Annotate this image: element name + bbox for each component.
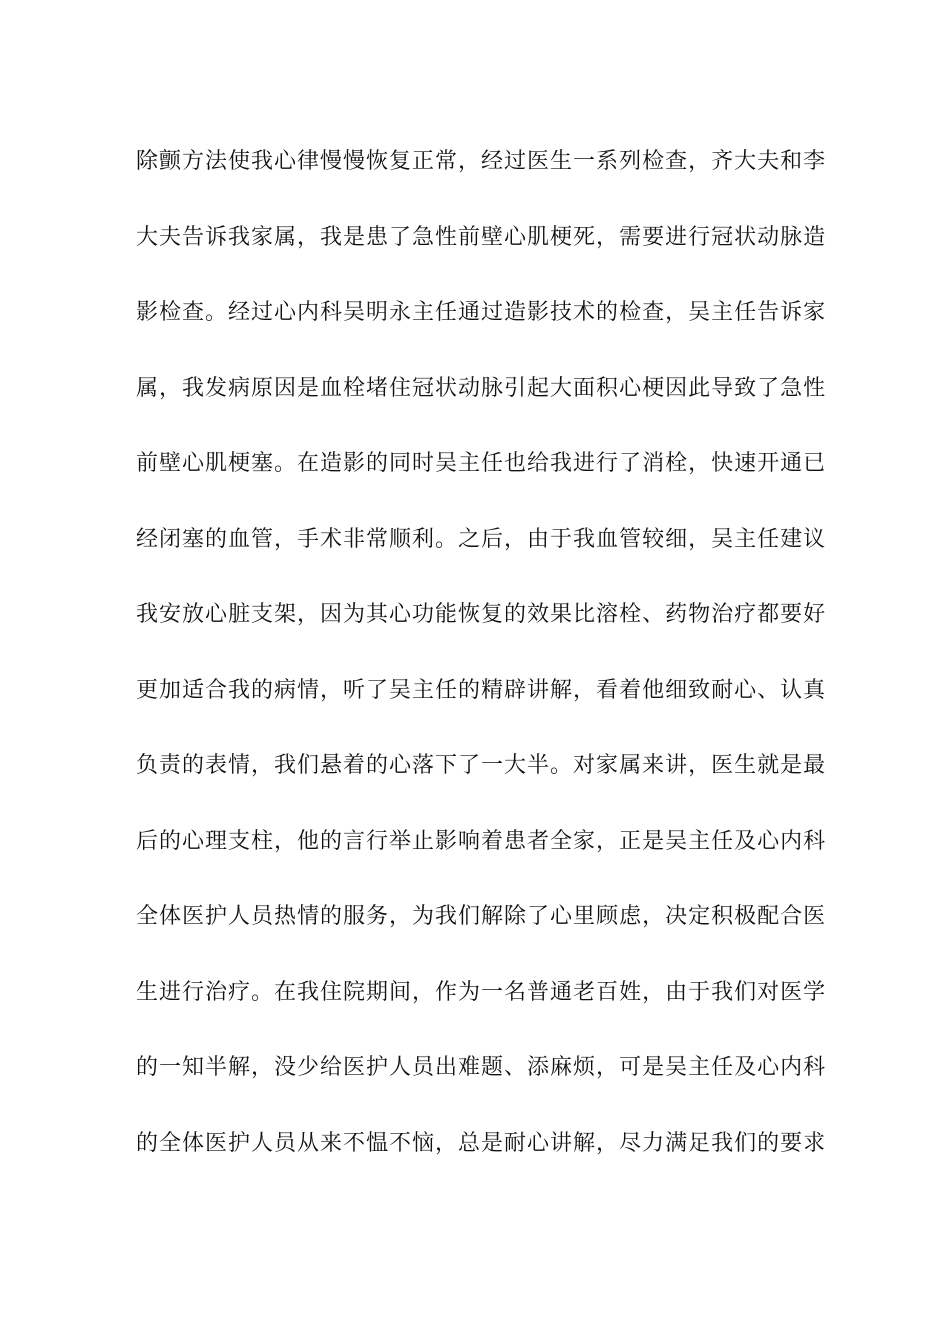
text-line: 的全体医护人员从来不愠不恼，总是耐心讲解，尽力满足我们的要求 (136, 1130, 826, 1156)
text-line: 更加适合我的病情，听了吴主任的精辟讲解，看着他细致耐心、认真 (136, 677, 826, 703)
text-line: 我安放心脏支架，因为其心功能恢复的效果比溶栓、药物治疗都要好 (136, 602, 826, 627)
text-line: 属，我发病原因是血栓堵住冠状动脉引起大面积心梗因此导致了急性 (136, 375, 826, 401)
text-line: 大夫告诉我家属，我是患了急性前壁心肌梗死，需要进行冠状动脉造 (136, 224, 826, 250)
text-line: 除颤方法使我心律慢慢恢复正常，经过医生一系列检查，齐大夫和李 (136, 149, 826, 174)
body-text (136, 142, 826, 1199)
text-line: 的一知半解，没少给医护人员出难题、添麻烦，可是吴主任及心内科 (136, 1055, 826, 1080)
text-line: 后的心理支柱，他的言行举止影响着患者全家，正是吴主任及心内科 (136, 828, 826, 854)
text-line: 前壁心肌梗塞。在造影的同时吴主任也给我进行了消栓，快速开通已 (136, 451, 826, 476)
text-line: 经闭塞的血管，手术非常顺利。之后，由于我血管较细，吴主任建议 (136, 526, 826, 552)
text-line: 生进行治疗。在我住院期间，作为一名普通老百姓，由于我们对医学 (136, 979, 826, 1005)
text-line: 负责的表情，我们悬着的心落下了一大半。对家属来讲，医生就是最 (136, 753, 826, 778)
text-line: 影检查。经过心内科吴明永主任通过造影技术的检查，吴主任告诉家 (136, 300, 826, 325)
text-line: 全体医护人员热情的服务，为我们解除了心里顾虑，决定积极配合医 (136, 904, 826, 929)
